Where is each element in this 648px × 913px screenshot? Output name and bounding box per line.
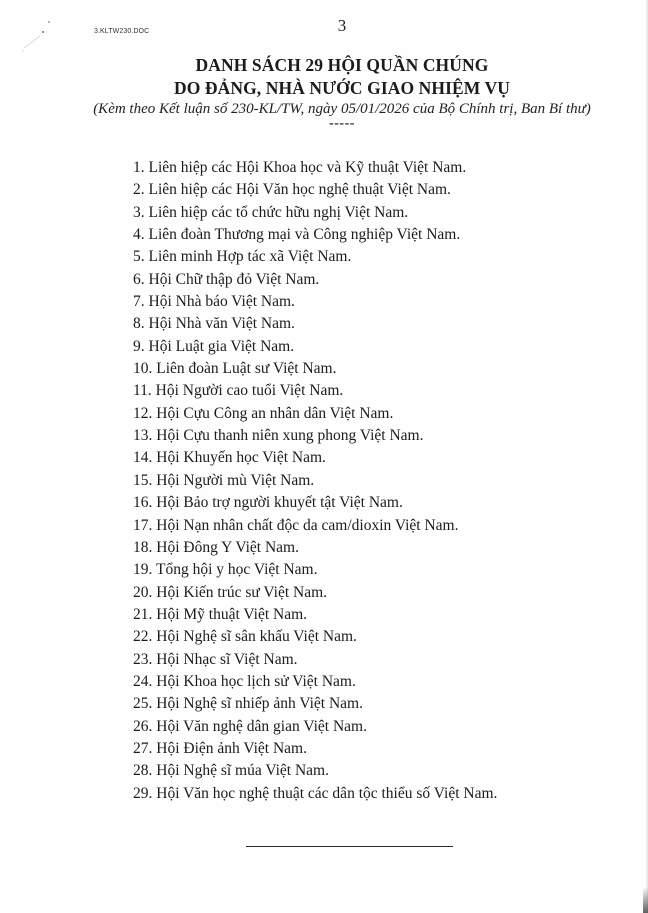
list-item: 28. Hội Nghệ sĩ múa Việt Nam.: [133, 762, 329, 780]
list-item: 23. Hội Nhạc sĩ Việt Nam.: [133, 650, 298, 668]
file-name-label: 3.KLTW230.DOC: [94, 28, 150, 35]
list-item: 2. Liên hiệp các Hội Văn học nghệ thuật Việt Nam.: [133, 181, 451, 199]
list-item: 5. Liên minh Hợp tác xã Việt Nam.: [133, 248, 352, 266]
list-item: 19. Tổng hội y học Việt Nam.: [133, 561, 318, 579]
list-item: 11. Hội Người cao tuổi Việt Nam.: [133, 382, 344, 400]
document-title-line-2: DO ĐẢNG, NHÀ NƯỚC GIAO NHIỆM VỤ: [173, 78, 511, 98]
list-item: 9. Hội Luật gia Việt Nam.: [133, 337, 295, 355]
list-item: 25. Hội Nghệ sĩ nhiếp ảnh Việt Nam.: [133, 695, 363, 713]
list-item: 10. Liên đoàn Luật sư Việt Nam.: [133, 360, 337, 378]
list-item: 22. Hội Nghệ sĩ sân khấu Việt Nam.: [133, 628, 357, 646]
page-number: 3: [337, 16, 347, 35]
list-item: 18. Hội Đông Y Việt Nam.: [133, 538, 299, 556]
list-item: 4. Liên đoàn Thương mại và Công nghiệp Việt Nam.: [133, 226, 461, 244]
title-separator: -----: [329, 116, 355, 131]
document-title-line-1: DANH SÁCH 29 HỘI QUẦN CHÚNG: [195, 55, 489, 75]
list-item: 20. Hội Kiến trúc sư Việt Nam.: [133, 583, 328, 601]
list-item: 1. Liên hiệp các Hội Khoa học và Kỹ thuật Việt Nam.: [133, 159, 467, 176]
list-item: 14. Hội Khuyến học Việt Nam.: [133, 449, 326, 467]
list-item: 7. Hội Nhà báo Việt Nam.: [133, 293, 295, 311]
list-item: 8. Hội Nhà văn Việt Nam.: [133, 315, 295, 333]
document-subtitle: (Kèm theo Kết luận số 230-KL/TW, ngày 05/01/2026 của Bộ Chính trị, Ban Bí thư): [93, 101, 591, 117]
list-item: 3. Liên hiệp các tổ chức hữu nghị Việt Nam.: [133, 203, 409, 221]
list-item: 24. Hội Khoa học lịch sử Việt Nam.: [133, 672, 356, 690]
list-item: 12. Hội Cựu Công an nhân dân Việt Nam.: [133, 404, 394, 422]
list-item: 29. Hội Văn học nghệ thuật các dân tộc thiểu số Việt Nam.: [133, 784, 498, 802]
list-item: 13. Hội Cựu thanh niên xung phong Việt Nam.: [133, 427, 424, 445]
list-item: 16. Hội Bảo trợ người khuyết tật Việt Nam.: [133, 494, 403, 512]
list-item: 26. Hội Văn nghệ dân gian Việt Nam.: [133, 717, 367, 735]
list-item: 27. Hội Điện ảnh Việt Nam.: [133, 739, 307, 757]
list-item: 6. Hội Chữ thập đỏ Việt Nam.: [133, 270, 320, 288]
page-corner-shadow: [643, 887, 648, 913]
association-list: [133, 157, 497, 805]
list-item: 15. Hội Người mù Việt Nam.: [133, 471, 315, 489]
list-item: 21. Hội Mỹ thuật Việt Nam.: [133, 605, 308, 623]
end-of-list-rule: [246, 846, 453, 847]
list-item: 17. Hội Nạn nhân chất độc da cam/dioxin Việt Nam.: [133, 516, 459, 534]
